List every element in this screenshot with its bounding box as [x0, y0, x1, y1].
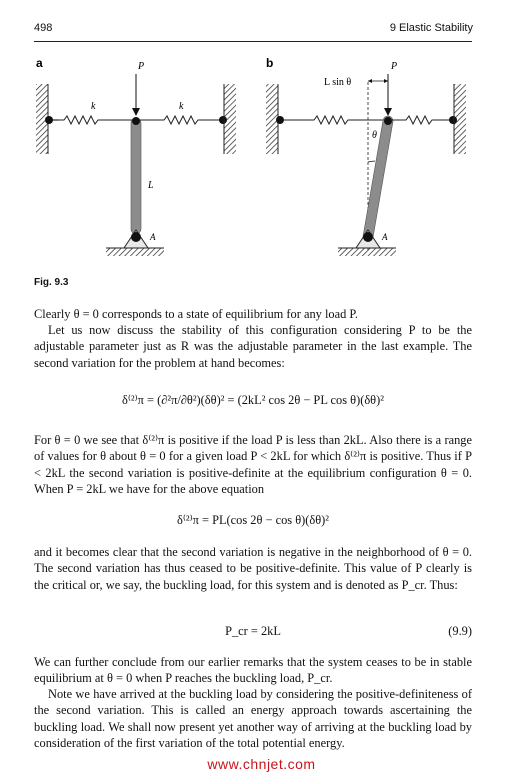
- pin-icon: [384, 117, 392, 125]
- paragraph-2: Let us now discuss the stability of this configuration considering P to be the adjustable parameter just as R was the adjustable parameter in the last example. The second variation for the problem at hand becomes:: [34, 323, 472, 370]
- arrow-head-icon: [132, 108, 140, 116]
- offset-label: L sin θ: [324, 77, 352, 88]
- equation-second-variation: δ⁽²⁾π = (∂²π/∂θ²)(δθ)² = (2kL² cos 2θ − PL cos θ)(δθ)²: [122, 393, 384, 407]
- paragraph-5: We can further conclude from our earlier remarks that the system ceases to be in stable equilibrium at θ = 0 when P reaches the buckling load, P_cr.: [34, 655, 472, 686]
- figure-caption: Fig. 9.3: [34, 277, 69, 288]
- wall-right-a: [224, 84, 236, 154]
- arrow-head-icon: [384, 108, 392, 116]
- load-P-label: P: [138, 61, 145, 72]
- pin-icon: [132, 117, 140, 125]
- paragraph-4: and it becomes clear that the second variation is negative in the neighborhood of θ = 0. The second variation has thus ceased to be positive-definite. This value of P clearly is the critical or, we say, the buckling load, for this system and is denoted as P_cr. Thus:: [34, 545, 472, 592]
- spring-left-b: [284, 116, 386, 124]
- figure-9-3: [34, 52, 474, 272]
- paragraph-6: Note we have arrived at the buckling load by considering the positive-definiteness of the second variation. This is called an energy approach towards ascertaining the buckling load. We shall now present yet another way of arriving at the buckling load by consideration of the first variation of the total potential energy.: [34, 687, 472, 751]
- equation-critical-load: P_cr = 2kL: [225, 624, 281, 638]
- page-number: 498: [34, 22, 53, 34]
- spring-k-label: k: [91, 101, 96, 112]
- header-rule: [34, 41, 472, 42]
- ground-hatch-b: [338, 248, 396, 256]
- panel-a-label: a: [36, 56, 43, 70]
- spring-right-a: [140, 116, 222, 124]
- length-L-label: L: [148, 180, 154, 191]
- spring-k-label: k: [179, 101, 184, 112]
- load-P-label: P: [391, 61, 398, 72]
- paragraph-1: Clearly θ = 0 corresponds to a state of equilibrium for any load P.: [34, 307, 358, 321]
- pin-icon: [45, 116, 53, 124]
- rigid-bar-b: [368, 121, 388, 237]
- spring-left-a: [58, 116, 132, 124]
- equation-9-9: [34, 624, 472, 639]
- rigid-bar-a: [131, 118, 141, 234]
- pin-A-label: A: [382, 232, 388, 242]
- watermark: www.chnjet.com: [207, 756, 316, 772]
- running-head: 9 Elastic Stability: [389, 22, 473, 34]
- arrow-head-icon: [368, 79, 372, 83]
- spring-right-b: [390, 116, 452, 124]
- wall-right-b: [454, 84, 466, 154]
- paragraph-3: For θ = 0 we see that δ⁽²⁾π is positive if the load P is less than 2kL. Also there is a range of values for θ about θ = 0 for a given load P < 2kL for which δ⁽²⁾π is positive. Thus if P < 2kL the second variation is positive-definite at the equilibrium configuration θ = 0. When P = 2kL we have for the above equation: [34, 433, 472, 497]
- pin-A-label: A: [150, 232, 156, 242]
- ground-hatch-a: [106, 248, 164, 256]
- pin-icon: [363, 232, 373, 242]
- panel-b-label: b: [266, 56, 274, 70]
- angle-theta-label: θ: [372, 130, 377, 141]
- equation-number: (9.9): [448, 624, 472, 638]
- arrow-head-icon: [384, 79, 388, 83]
- equation-buckling-variation: δ⁽²⁾π = PL(cos 2θ − cos θ)(δθ)²: [176, 513, 329, 527]
- pin-icon: [276, 116, 284, 124]
- pin-icon: [131, 232, 141, 242]
